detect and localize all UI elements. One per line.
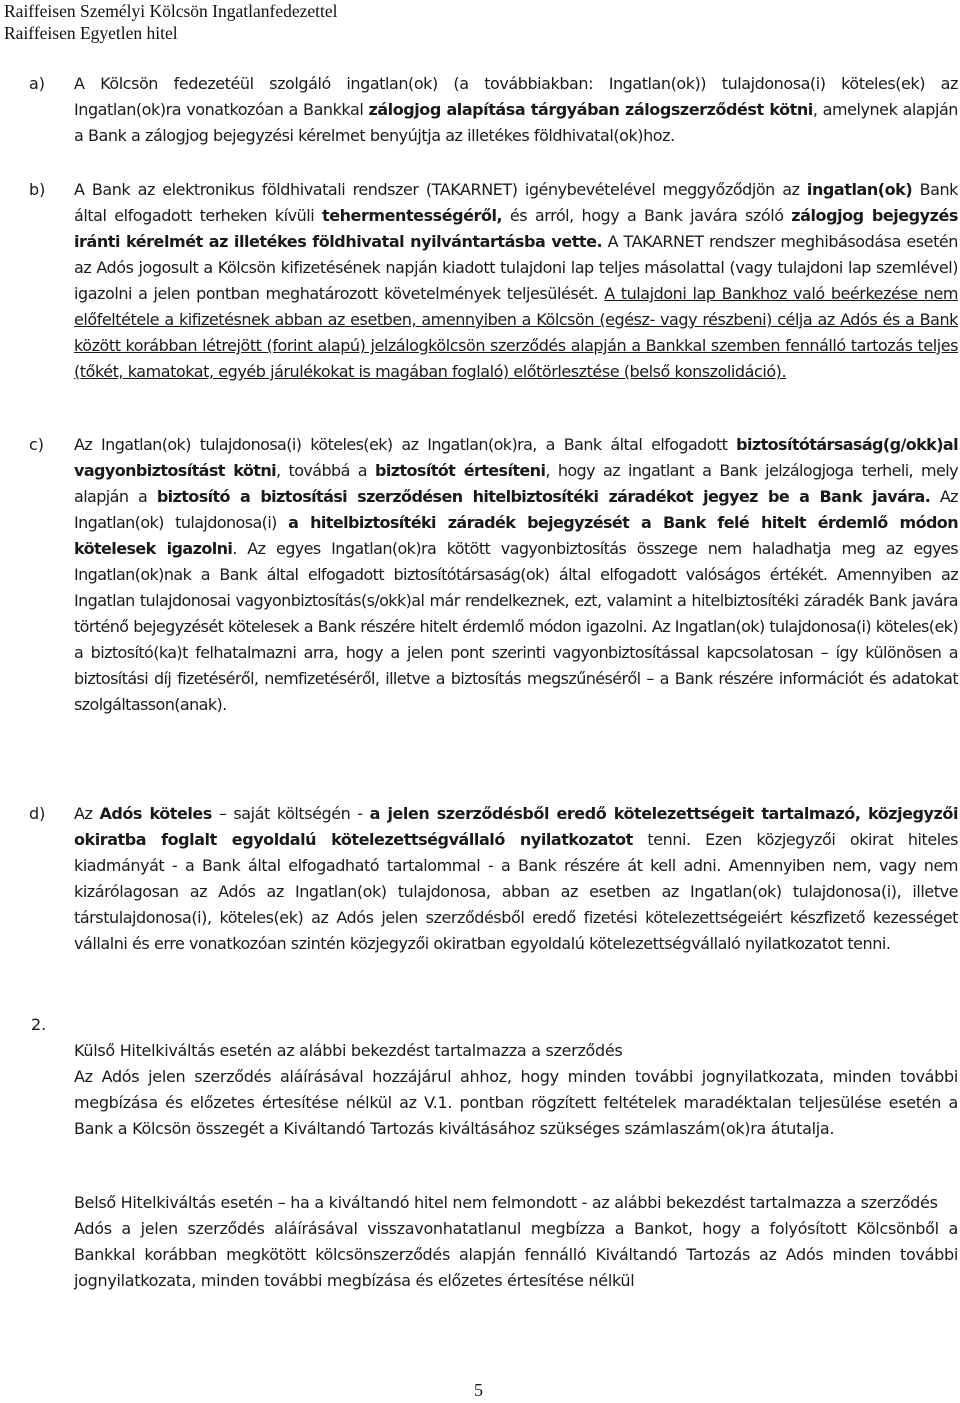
internal-refinancing-paragraph (74, 1190, 958, 1294)
item-text-b: A Bank az elektronikus földhivatali rendszer (TAKARNET) igénybevételével meggyőződjön az ingatlan(ok) Bank által elfogadott terheken kívüli tehermentességéről, és arról, hogy a Bank javára szóló zálogjog bejegyzés iránti kérelmét az illetékes földhivatal nyilvántartásba vette. A TAKARNET rendszer meghibásodása esetén az Adós jogosult a Kölcsön kifizetésének napján kiadott tulajdoni lap teljes másolattal (vagy tulajdoni lap szemlével) igazolni a jelen pontban meghatározott követelmények teljesülését. A tulajdoni lap Bankhoz való beérkezése nem előfeltétele a kifizetésnek abban az esetben, amennyiben a Kölcsön (egész- vagy részbeni) célja az Adós és a Bank között korábban létrejött (forint alapú) jelzálogkölcsön szerződés alapján a Bankkal szemben fennálló tartozás teljes (tőkét, kamatokat, egyéb járulékokat is magában foglaló) előtörlesztése (belső konszolidáció). (74, 180, 959, 381)
item-label-d: d) (29, 804, 46, 823)
item-text-c: Az Ingatlan(ok) tulajdonosa(i) köteles(ek) az Ingatlan(ok)ra, a Bank által elfogadott biztosítótársaság(g/okk)al vagyonbiztosítást kötni, továbbá a biztosítót értesíteni, hogy az ingatlant a Bank jelzálogjoga terheli, mely alapján a biztosító a biztosítási szerződésen hitelbiztosítéki záradékot jegyez be a Bank javára. Az Ingatlan(ok) tulajdonosa(i) a hitelbiztosítéki záradék bejegyzését a Bank felé hitelt érdemlő módon kötelesek igazolni. Az egyes Ingatlan(ok)ra kötött vagyonbiztosítás összege nem haladhatja meg az egyes Ingatlan(ok)nak a Bank által elfogadott biztosítótársaság(ok) által elfogadott valóságos értékét. Amennyiben az Ingatlan tulajdonosai vagyonbiztosítás(s/okk)al már rendelkeznek, ezt, valamint a hitelbiztosítéki záradék Bank javára történő bejegyzését kötelesek a Bank részére hitelt érdemlő módon igazolni. Az Ingatlan(ok) tulajdonosa(i) köteles(ek) a biztosító(ka)t felhatalmazni arra, hogy a jelen pont szerinti vagyonbiztosítással kapcsolatosan – így különösen a biztosítási díj fizetéséről, nemfizetéséről, illetve a biztosítás megszűnéséről – a Bank részére információt és adatokat szolgáltasson(anak). (74, 435, 958, 714)
external-refinancing-paragraph (74, 1038, 958, 1142)
item-text-d: Az Adós köteles – saját költségén - a jelen szerződésből eredő kötelezettségeit tartalmazó, közjegyzői okiratba foglalt egyoldalú kötelezettségvállaló nyilatkozatot tenni. Ezen közjegyzői okirat hiteles kiadmányát - a Bank által elfogadható tartalommal - a Bank részére át kell adni. Amennyiben nem, vagy nem kizárólagosan az Adós az Ingatlan(ok) tulajdonosa, abban az esetben az Ingatlan(ok) tulajdonosa(i), illetve társtulajdonosa(i), köteles(ek) az Adós jelen szerződésből eredő fizetési kötelezettségeiért készfizető kezességet vállalni és erre vonatkozóan szintén közjegyzői okiratban egyoldalú kötelezettségvállaló nyilatkozatot tenni. (74, 804, 959, 953)
header-product-subtitle: Raiffeisen Egyetlen hitel (4, 23, 178, 43)
item-label-b: b) (29, 180, 46, 199)
header-product-name: Raiffeisen Személyi Kölcsön Ingatlanfedezettel (4, 1, 338, 21)
section-number: 2. (31, 1015, 47, 1034)
item-label-a: a) (29, 74, 46, 93)
item-text-a: A Kölcsön fedezetéül szolgáló ingatlan(ok) (a továbbiakban: Ingatlan(ok)) tulajdonosa(i) köteles(ek) az Ingatlan(ok)ra vonatkozóan a Bankkal zálogjog alapítása tárgyában zálogszerződést kötni, amelynek alapján a Bank a zálogjog bejegyzési kérelmet benyújtja az illetékes földhivatal(ok)hoz. (74, 74, 958, 145)
document-header (4, 0, 338, 44)
external-refinancing-body: Az Adós jelen szerződés aláírásával hozzájárul ahhoz, hogy minden további jognyilatkozata, minden további megbízása és előzetes értesítése nélkül az V.1. pontban rögzített feltételek maradéktalan teljesülése esetén a Bank a Kölcsön összegét a Kiváltandó Tartozás kiváltásához szükséges számlaszám(ok)ra átutalja. (74, 1067, 958, 1138)
external-refinancing-title: Külső Hitelkiváltás esetén az alábbi bekezdést tartalmazza a szerződés (74, 1041, 623, 1060)
internal-refinancing-body: Adós a jelen szerződés aláírásával visszavonhatatlanul megbízza a Bankot, hogy a folyósított Kölcsönből a Bankkal korábban megkötött kölcsönszerződés alapján fennálló Kiváltandó Tartozás az Adós minden további jognyilatkozata, minden további megbízása és előzetes értesítése nélkül (74, 1219, 958, 1290)
page-number: 5 (474, 1380, 483, 1400)
internal-refinancing-title: Belső Hitelkiváltás esetén – ha a kiváltandó hitel nem felmondott - az alábbi bekezdést tartalmazza a szerződés (74, 1193, 938, 1212)
item-label-c: c) (29, 435, 45, 454)
